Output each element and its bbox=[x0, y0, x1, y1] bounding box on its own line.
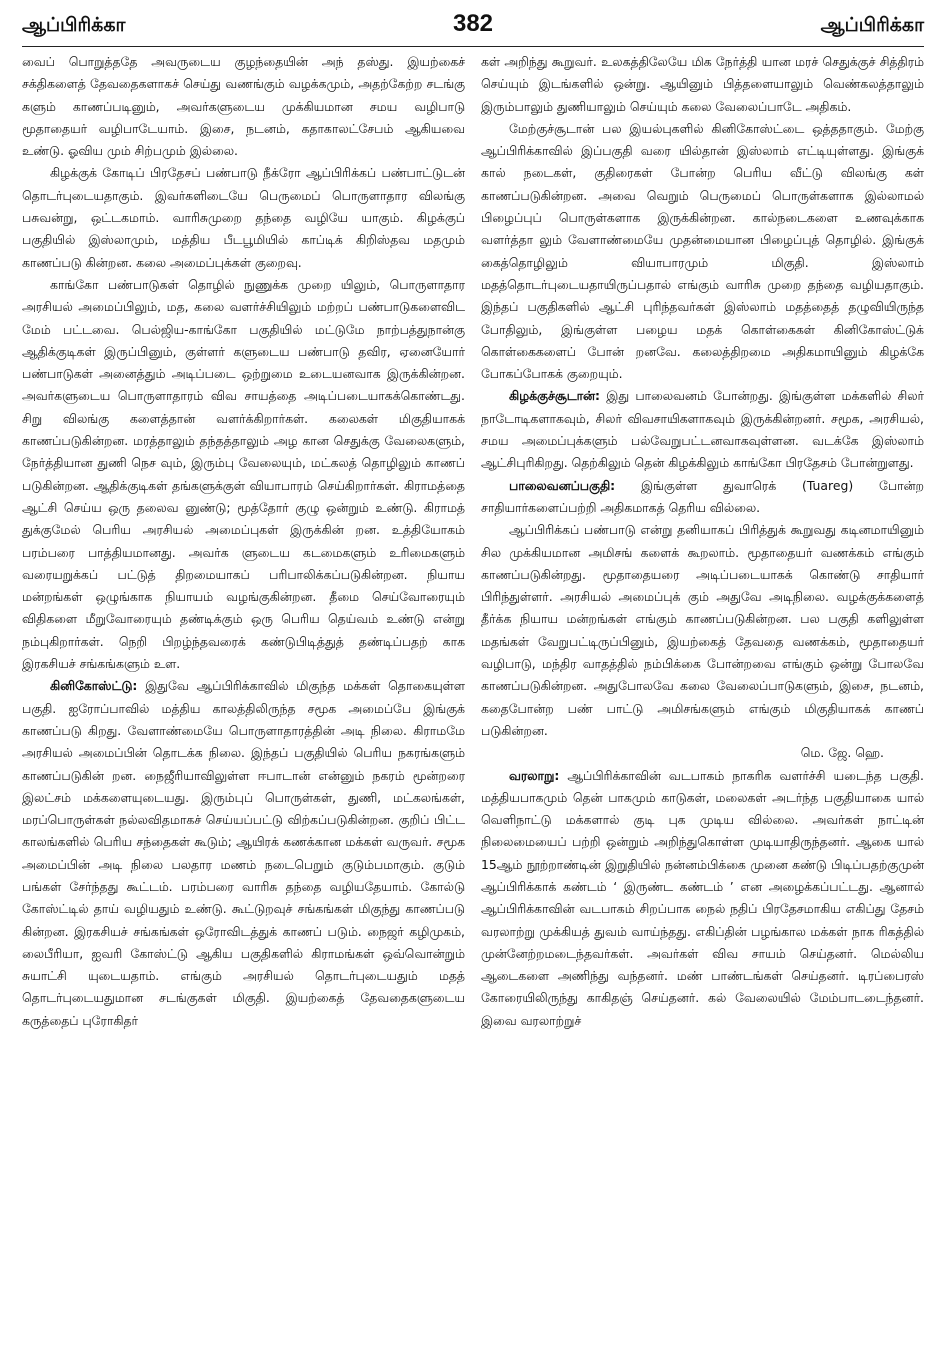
paragraph-text: மேற்குச்சூடான் பல இயல்புகளில் கினிகோஸ்ட்டை ஒத்ததாகும். மேற்கு ஆப்பிரிக்காவில் இப்பகுதி வரை யில்தான் இஸ்லாம் எட்டியுள்ளது. இங்குக் கால் நடைகள், குதிரைகள் போன்ற பெரிய வீட்டு விலங்கு கள் காணப்படுகின்றன. அவை வெறும் பெருமைப் பொருள்களாக இல்லாமல் பிழைப்புப் பொருள்களாக இருக்கின்றன. கால்நடைகளை உணவுக்காக வளர்த்தா லும் வேளாண்மையே முதன்மையான பிழைப்புத் தொழில். இங்குக் கைத்தொழிலும் வியாபாரமும் மிகுதி. இஸ்லாம் மதத்தொடர்புடையதாயிருப்பதால் எங்கும் வாரிசு முறை தந்தை வழியதாகும். இந்தப் பகுதிகளில் ஆட்சி புரிந்தவர்கள் இஸ்லாம் மதத்தைத் தழுவியிருந்த போதிலும், இங்குள்ள பழைய மதக் கொள்கைகள் கினிகோஸ்ட்டுக் கொள்கைகளைப் போன் றனவே. கலைத்திறமை அதிகமாயினும் கிழக்கே போகப்போகக் குறையும். bbox=[481, 120, 924, 382]
paragraph bbox=[481, 385, 924, 474]
paragraph bbox=[22, 162, 465, 273]
left-column bbox=[22, 51, 465, 1032]
two-column-body bbox=[22, 51, 924, 1032]
paragraph bbox=[22, 675, 465, 1032]
running-head-right: ஆப்பிரிக்கா bbox=[820, 14, 924, 36]
paragraph-lead: கினிகோஸ்ட்டு: bbox=[50, 678, 138, 694]
paragraph-text: இங்குள்ள துவாரெக் (Tuareg) போன்ற சாதியார்களைப்பற்றி அதிகமாகத் தெரிய வில்லை. bbox=[481, 477, 924, 515]
paragraph-lead: பாலைவனப்பகுதி: bbox=[509, 477, 616, 493]
paragraph-text: கள் அறிந்து கூறுவர். உலகத்திலேயே மிக நேர்த்தி யான மரச் செதுக்குச் சித்திரம் செய்யும் இடங்களில் ஒன்று. ஆயினும் பித்தளையாலும் வெண்கலத்தாலும் இரும்பாலும் துணியாலும் செய்யும் கலை வேலைப்பாடே அதிகம். bbox=[481, 54, 924, 114]
paragraph-text: இது பாலைவனம் போன்றது. இங்குள்ள மக்களில் சிலர் நாடோடிகளாகவும், சிலர் விவசாயிகளாகவும் இருக்கின்றனர். சமூக, அரசியல், சமய அமைப்புக்களும் பல்வேறுபட்டனவாகவுள்ளன. வடக்கே இஸ்லாம் ஆட்சிபுரிகிறது. தெற்கிலும் தென் கிழக்கிலும் காங்கோ பிரதேசம் போன்றுளது. bbox=[481, 388, 924, 471]
paragraph bbox=[481, 519, 924, 764]
paragraph-text: இதுவே ஆப்பிரிக்காவில் மிகுந்த மக்கள் தொகையுள்ள பகுதி. ஐரோப்பாவில் மத்திய காலத்திலிருந்த சமூக அமைப்பே இங்குக் காணப்படு கிறது. வேளாண்மையே பொருளாதாரத்தின் அடி நிலை. கிராமமே அரசியல் அமைப்பின் தொடக்க நிலை. இந்தப் பகுதியில் பெரிய நகரங்களும் காணப்படுகின் றன. நைஜீரியாவிலுள்ள ஈபாடான் என்னும் நகரம் மூன்றரை இலட்சம் மக்களையுடையது. இரும்புப் பொருள்கள், துணி, மட்கலங்கள், மரப்பொருள்கள் நல்லவிதமாகச் செய்யப்பட்டு விற்கப்படுகின்றன. குறிப் பிட்ட காலங்களில் பெரிய சந்தைகள் கூடும்; ஆயிரக் கணக்கான மக்கள் வருவர். சமூக அமைப்பின் அடி நிலை பலதார மணம் நடைபெறும் குடும்பமாகும். குடும் பங்கள் சேர்ந்தது கூட்டம். பரம்பரை வாரிசு தந்தை வழியதேயாம். கோல்டு கோஸ்ட்டில் தாய் வழியதும் உண்டு. கூட்டுறவுச் சங்கங்கள் மிகுந்து காணப்படு கின்றன. இரகசியச் சங்கங்கள் ஒரோவிடத்துக் காணப் படும். நைஜர் கழிமுகம், லைபீரியா, ஐவரி கோஸ்ட்டு ஆகிய பகுதிகளில் கிராமங்கள் ஒவ்வொன்றும் சுயாட்சி யுடையதாம். எங்கும் அரசியல் தொடர்புடையதும் மதத் தொடர்புடையதுமான சடங்குகள் மிகுதி. இயற்கைத் தேவதைகளுடைய கருத்தைப் புரோகிதர் bbox=[22, 678, 465, 1028]
author-signature: மெ. ஜே. ஹெ. bbox=[800, 745, 884, 761]
paragraph-text: ஆப்பிரிக்கப் பண்பாடு என்று தனியாகப் பிரித்துக் கூறுவது கடினமாயினும் சில முக்கியமான அமிசங் களைக் கூறலாம். மூதாதையர் வணக்கம் எங்கும் காணப்படுகின்றது. மூதாதையரை அடிப்படையாகக் கொண்டு சாதியார் பிரிந்துள்ளர். அரசியல் அமைப்புக் கும் அதுவே அடிநிலை. வழக்குக்களைத் தீர்க்க நியாய மன்றங்கள் எங்கும் காணப்படுகின்றன. பல பகுதி களிலுள்ள மதங்கள் வேறுபட்டிருப்பினும், இயற்கைத் தேவதை வணக்கம், மூதாதையர் வழிபாடு, மந்திர வாதத்தில் நம்பிக்கை போன்றவை எங்கும் ஒன்று போலவே காணப்படுகின்றன. அதுபோலவே கலை வேலைப்பாடுகளும், இசை, நடனம், கதைபோன்ற பண் பாட்டு அமிசங்களும் எங்கும் மிகுதியாகக் காணப் படுகின்றன. bbox=[481, 522, 924, 738]
paragraph bbox=[481, 51, 924, 118]
header-rule bbox=[22, 46, 924, 47]
page-number: 382 bbox=[452, 10, 494, 37]
page-header bbox=[22, 10, 924, 46]
running-head-left: ஆப்பிரிக்கா bbox=[22, 14, 126, 36]
paragraph-lead: வரலாறு: bbox=[509, 767, 560, 783]
paragraph bbox=[481, 765, 924, 1033]
paragraph bbox=[22, 51, 465, 162]
paragraph bbox=[22, 274, 465, 675]
paragraph-text: ஆப்பிரிக்காவின் வடபாகம் நாகரிக வளர்ச்சி யடைந்த பகுதி. மத்தியபாகமும் தென் பாகமும் காடுகள், மலைகள் அடர்ந்த பகுதியாகை யால் வெளிநாட்டு மக்களால் குடி புக முடிய வில்லை. அவர்கள் நாட்டின் நிலைமையைப் பற்றி ஒன்றும் அறிந்துகொள்ள முடியாதிருந்தனர். ஆகை யால் 15ஆம் நூற்றாண்டின் இறுதியில் நன்னம்பிக்கை முனை கண்டு பிடிப்பதற்குமுன் ஆப்பிரிக்காக் கண்டம் ‘ இருண்ட கண்டம் ’ என அழைக்கப்பட்டது. ஆனால் ஆப்பிரிக்காவின் வடபாகம் சிறப்பாக நைல் நதிப் பிரதேசமாகிய எகிப்து தேசம் வரலாற்று முக்கியத் துவம் வாய்ந்தது. எகிப்தின் பழங்கால மக்கள் நாக ரிகத்தில் முன்னேற்றமடைந்தவர்கள். அவர்கள் விவ சாயம் செய்தனர். மெல்லிய ஆடைகளை அணிந்து வந்தனர். மண் பாண்டங்கள் செய்தனர். டிரப்பைரஸ் கோரையிலிருந்து காகிதஞ் செய்தனர். கல் வேலையில் மேம்பாடடைந்தனர். இவை வரலாற்றுச் bbox=[481, 767, 924, 1028]
paragraph-text: காங்கோ பண்பாடுகள் தொழில் நுணுக்க முறை யிலும், பொருளாதார அரசியல் அமைப்பிலும், மத, கலை வளர்ச்சியிலும் மற்றப் பண்பாடுகளைவிட மேம் பட்டவை. பெல்ஜிய-காங்கோ பகுதியில் மட்டுமே நாற்பத்துநான்கு ஆதிக்குடிகள் இருப்பினும், குள்ளர் களுடைய பண்பாடு தவிர, ஏனையோர் பண்பாடுகள் அனைத்தும் அடிப்படை ஒற்றுமை உடையனவாக இருக்கின்றன. அவர்களுடைய பொருளாதாரம் விவ சாயத்தை அடிப்படையாகக்கொண்டது. சிறு விலங்கு களைத்தான் வளர்க்கிறார்கள். கலைகள் மிகுதியாகக் காணப்படுகின்றன. மரத்தாலும் தந்தத்தாலும் அழ கான செதுக்கு வேலைகளும், நேர்த்தியான துணி நெச வும், இரும்பு வேலையும், மட்கலத் தொழிலும் காணப் படுகின்றன. ஆதிக்குடிகள் தங்களுக்குள் வியாபாரம் செய்கிறார்கள். கிராமத்தை ஆட்சி செய்ய ஒரு தலைவ னுண்டு; மூத்தோர் குழு ஒன்றும் உண்டு. கிராமத் துக்குமேல் பெரிய அரசியல் அமைப்புகள் இருக்கின் றன. உத்தியோகம் பரம்பரை பாத்தியமானது. அவர்க ளுடைய கடமைகளும் உரிமைகளும் வரையறுக்கப் பட்டுத் திறமையாகப் பரிபாலிக்கப்படுகின்றன. நியாய மன்றங்கள் ஒழுங்காக நியாயம் வழங்குகின்றன. தீமை செய்வோரையும் விதிகளை மீறுவோரையும் தண்டிக்கும் ஒரு பெரிய தெய்வம் உண்டு என்று நம்புகிறார்கள். நெறி பிறழ்ந்தவரைக் கண்டுபிடித்துத் தண்டிப்பதற் காக இரகசியச் சங்கங்களும் உள. bbox=[22, 276, 465, 672]
right-column bbox=[481, 51, 924, 1032]
paragraph-text: கிழக்குக் கோடிப் பிரதேசப் பண்பாடு நீக்ரோ ஆப்பிரிக்கப் பண்பாட்டுடன் தொடர்புடையதாகும். இவர்களிடையே பெருமைப் பொருளாதார விலங்கு பசுவன்று, ஒட்டகமாம். வாரிசுமுறை தந்தை வழியே யாகும். கிழக்குப் பகுதியில் இஸ்லாமும், மத்திய பீடபூமியில் காப்டிக் கிறிஸ்தவ மதமும் காணப்படு கின்றன. கலை அமைப்புக்கள் குறைவு. bbox=[22, 165, 465, 270]
paragraph bbox=[481, 118, 924, 386]
paragraph-lead: கிழக்குச்சூடான்: bbox=[509, 388, 601, 404]
paragraph-text: வைப் பொறுத்ததே அவருடைய குழந்தையின் அந் தஸ்து. இயற்கைச் சக்திகளைத் தேவதைகளாகச் செய்து வணங்கும் வழக்கமும், அதற்கேற்ற சடங்கு களும் காணப்படினும், அவர்களுடைய முக்கியமான சமய வழிபாடு மூதாதையர் வழிபாடேயாம். இசை, நடனம், கதாகாலட்சேபம் ஆகியவை உண்டு. ஓவிய மும் சிற்பமும் இல்லை. bbox=[22, 54, 465, 159]
paragraph bbox=[481, 475, 924, 520]
